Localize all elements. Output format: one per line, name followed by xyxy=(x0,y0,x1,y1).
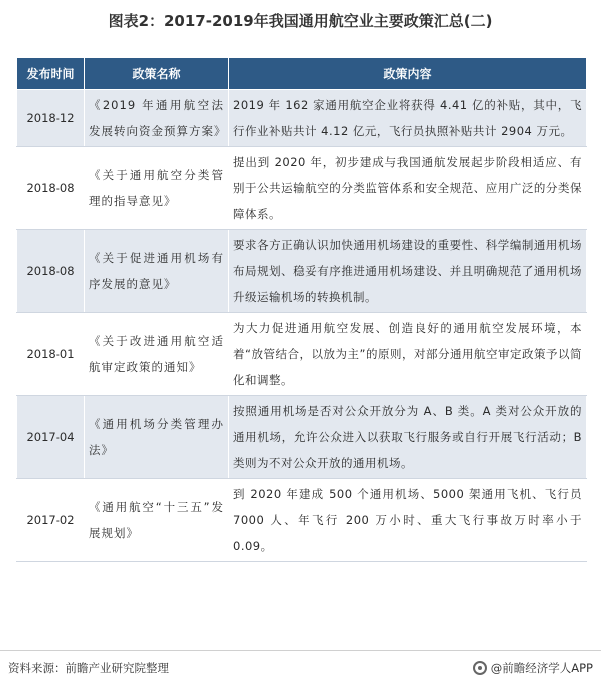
row-date: 2018-08 xyxy=(17,230,85,313)
row-policy-name: 《通用机场分类管理办法》 xyxy=(85,396,229,479)
row-policy-name: 《关于通用航空分类管理的指导意见》 xyxy=(85,147,229,230)
row-date: 2017-02 xyxy=(17,479,85,562)
row-policy-content: 提出到 2020 年，初步建成与我国通航发展起步阶段相适应、有别于公共运输航空的分类监管体系和安全规范、应用广泛的分类保障体系。 xyxy=(229,147,587,230)
table-row xyxy=(17,147,587,230)
row-date: 2018-12 xyxy=(17,90,85,147)
brand-text: @前瞻经济学人APP xyxy=(490,661,593,675)
row-policy-name: 《关于促进通用机场有序发展的意见》 xyxy=(85,230,229,313)
row-policy-content: 要求各方正确认识加快通用机场建设的重要性、科学编制通用机场布局规划、稳妥有序推进通用机场建设、并且明确规范了通用机场升级运输机场的转换机制。 xyxy=(229,230,587,313)
header-date: 发布时间 xyxy=(17,58,85,90)
row-policy-name: 《关于改进通用航空适航审定政策的通知》 xyxy=(85,313,229,396)
header-policy-name: 政策名称 xyxy=(85,58,229,90)
policy-table xyxy=(16,57,587,562)
row-policy-content: 2019 年 162 家通用航空企业将获得 4.41 亿的补贴，其中，飞行作业补贴共计 4.12 亿元，飞行员执照补贴共计 2904 万元。 xyxy=(229,90,587,147)
footer xyxy=(0,650,601,684)
table-row xyxy=(17,396,587,479)
table-row xyxy=(17,479,587,562)
header-policy-content: 政策内容 xyxy=(229,58,587,90)
source-note: 资料来源：前瞻产业研究院整理 xyxy=(8,661,169,675)
page-title: 图表2：2017-2019年我国通用航空业主要政策汇总(二) xyxy=(108,12,493,30)
row-policy-content: 按照通用机场是否对公众开放分为 A、B 类。A 类对公众开放的通用机场，允许公众进入以获取飞行服务或自行开展飞行活动；B 类则为不对公众开放的通用机场。 xyxy=(229,396,587,479)
table-header-row xyxy=(17,58,587,90)
table-row xyxy=(17,90,587,147)
row-policy-name: 《2019 年通用航空法发展转向资金预算方案》 xyxy=(85,90,229,147)
brand-logo-icon xyxy=(473,661,487,675)
row-policy-content: 到 2020 年建成 500 个通用机场、5000 架通用飞机、飞行员 7000 人、年飞行 200 万小时、重大飞行事故万时率小于 0.09。 xyxy=(229,479,587,562)
row-policy-name: 《通用航空“十三五”发展规划》 xyxy=(85,479,229,562)
table-row xyxy=(17,230,587,313)
table-row xyxy=(17,313,587,396)
brand-credit xyxy=(473,660,593,676)
row-date: 2017-04 xyxy=(17,396,85,479)
row-date: 2018-08 xyxy=(17,147,85,230)
row-date: 2018-01 xyxy=(17,313,85,396)
row-policy-content: 为大力促进通用航空发展、创造良好的通用航空发展环境，本着“放管结合，以放为主”的原则，对部分通用航空审定政策予以简化和调整。 xyxy=(229,313,587,396)
